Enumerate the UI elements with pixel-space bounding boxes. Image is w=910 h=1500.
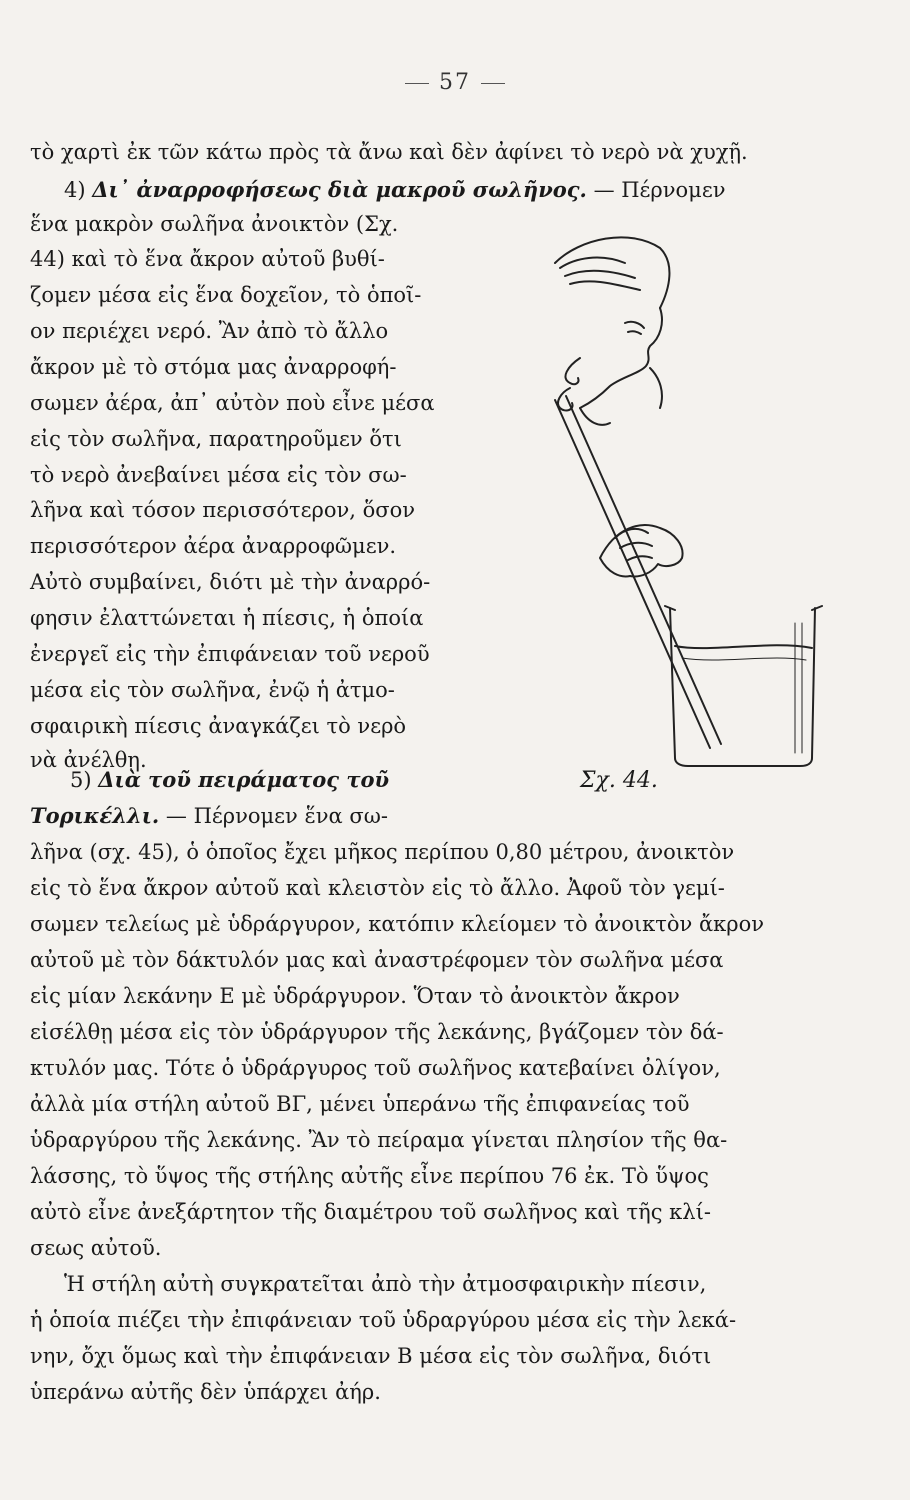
text-line: ον περιέχει νερό. Ἂν ἀπὸ τὸ ἄλλο [30, 319, 389, 343]
section-title-cont: Τορικέλλι. [30, 803, 160, 828]
left-dash [405, 83, 429, 84]
text-line: αὐτὸ εἶνε ἀνεξάρτητον τῆς διαμέτρου τοῦ σωλῆνος καὶ τῆς κλί- [30, 1200, 711, 1224]
text-line: μέσα εἰς τὸν σωλῆνα, ἐνῷ ἡ ἀτμο- [30, 678, 395, 702]
text-line: ζομεν μέσα εἰς ἕνα δοχεῖον, τὸ ὁποῖ- [30, 283, 422, 307]
text-line: εἰς τὸ ἕνα ἄκρον αὐτοῦ καὶ κλειστὸν εἰς τὸ ἄλλο. Ἀφοῦ τὸν γεμί- [30, 876, 725, 900]
section-4-heading [64, 176, 725, 204]
figure-suction-tube-illustration [460, 228, 830, 768]
text-line: σφαιρικὴ πίεσις ἀναγκάζει τὸ νερὸ [30, 714, 407, 738]
hand-drawing [600, 525, 683, 576]
text-line: τὸ νερὸ ἀνεβαίνει μέσα εἰς τὸν σω- [30, 463, 407, 487]
text-line: εἰς τὸν σωλῆνα, παρατηροῦμεν ὅτι [30, 427, 402, 451]
text-line: Ἡ στήλη αὐτὴ συγκρατεῖται ἀπὸ τὴν ἀτμοσφαιρικὴν πίεσιν, [64, 1272, 707, 1296]
text-line: λῆνα (σχ. 45), ὁ ὁποῖος ἔχει μῆκος περίπου 0,80 μέτρου, ἀνοικτὸν [30, 840, 735, 864]
text-line: 44) καὶ τὸ ἕνα ἄκρον αὐτοῦ βυθί- [30, 247, 385, 271]
text-line: Αὐτὸ συμβαίνει, διότι μὲ τὴν ἀναρρό- [30, 570, 431, 594]
text-line: σωμεν τελείως μὲ ὑδράργυρον, κατόπιν κλείομεν τὸ ἀνοικτὸν ἄκρον [30, 912, 765, 936]
text-line: ἀλλὰ μία στήλη αὐτοῦ ΒΓ, μένει ὑπεράνω τῆς ἐπιφανείας τοῦ [30, 1092, 690, 1116]
text-line: περισσότερον ἀέρα ἀναρροφῶμεν. [30, 534, 397, 558]
section-title: Διὰ τοῦ πειράματος τοῦ [98, 767, 390, 792]
tube [555, 400, 710, 748]
text-line: αὐτοῦ μὲ τὸν δάκτυλόν μας καὶ ἀναστρέφομεν τὸν σωλῆνα μέσα [30, 948, 724, 972]
text-line: ἕνα μακρὸν σωλῆνα ἀνοικτὸν (Σχ. [30, 212, 399, 236]
text-line: εἰς μίαν λεκάνην Ε μὲ ὑδράργυρον. Ὅταν τὸ ἀνοικτὸν ἄκρον [30, 984, 680, 1008]
figure-caption: Σχ. 44. [580, 768, 658, 793]
text-line: εἰσέλθῃ μέσα εἰς τὸν ὑδράργυρον τῆς λεκάνης, βγάζομεν τὸν δά- [30, 1020, 724, 1044]
text-line: ἡ ὁποία πιέζει τὴν ἐπιφάνειαν τοῦ ὑδραργύρου μέσα εἰς τὴν λεκά- [30, 1308, 737, 1332]
text-line: ὑπεράνω αὐτῆς δὲν ὑπάρχει ἀήρ. [30, 1380, 381, 1404]
text-line: σεως αὐτοῦ. [30, 1236, 162, 1260]
text-line: φησιν ἐλαττώνεται ἡ πίεσις, ἡ ὁποία [30, 606, 424, 630]
section-lead: — Πέρνομεν [593, 178, 726, 202]
section-number: 4) [64, 178, 86, 202]
beaker [670, 608, 815, 766]
section-title: Δι᾿ ἀναρροφήσεως διὰ μακροῦ σωλῆνος. [92, 177, 587, 202]
text-line: νην, ὄχι ὅμως καὶ τὴν ἐπιφάνειαν Β μέσα εἰς τὸν σωλῆνα, διότι [30, 1344, 712, 1368]
text-line: τὸ χαρτὶ ἐκ τῶν κάτω πρὸς τὰ ἄνω καὶ δὲν ἀφίνει τὸ νερὸ νὰ χυχῇ. [30, 140, 748, 164]
text-line: ὑδραργύρου τῆς λεκάνης. Ἂν τὸ πείραμα γίνεται πλησίον τῆς θα- [30, 1128, 728, 1152]
text-line: ἄκρον μὲ τὸ στόμα μας ἀναρροφή- [30, 355, 397, 379]
text-line: λάσσης, τὸ ὕψος τῆς στήλης αὐτῆς εἶνε περίπου 76 ἐκ. Τὸ ὕψος [30, 1164, 709, 1188]
text-line: λῆνα καὶ τόσον περισσότερον, ὅσον [30, 498, 415, 522]
section-lead: — Πέρνομεν ἕνα σω- [165, 804, 388, 828]
right-dash [481, 83, 505, 84]
page-number: 57 [0, 70, 910, 95]
section-5-heading-cont [30, 802, 388, 830]
text-line: σωμεν ἀέρα, ἀπ᾿ αὐτὸν ποὺ εἶνε μέσα [30, 391, 435, 415]
text-line: κτυλόν μας. Τότε ὁ ὑδράργυρος τοῦ σωλῆνος κατεβαίνει ὀλίγον, [30, 1056, 721, 1080]
section-number: 5) [70, 768, 92, 792]
section-5-heading [70, 766, 389, 794]
text-line: ἐνεργεῖ εἰς τὴν ἐπιφάνειαν τοῦ νεροῦ [30, 642, 430, 666]
text-line: νὰ ἀνέλθῃ. [30, 748, 147, 772]
face-profile [580, 308, 662, 408]
